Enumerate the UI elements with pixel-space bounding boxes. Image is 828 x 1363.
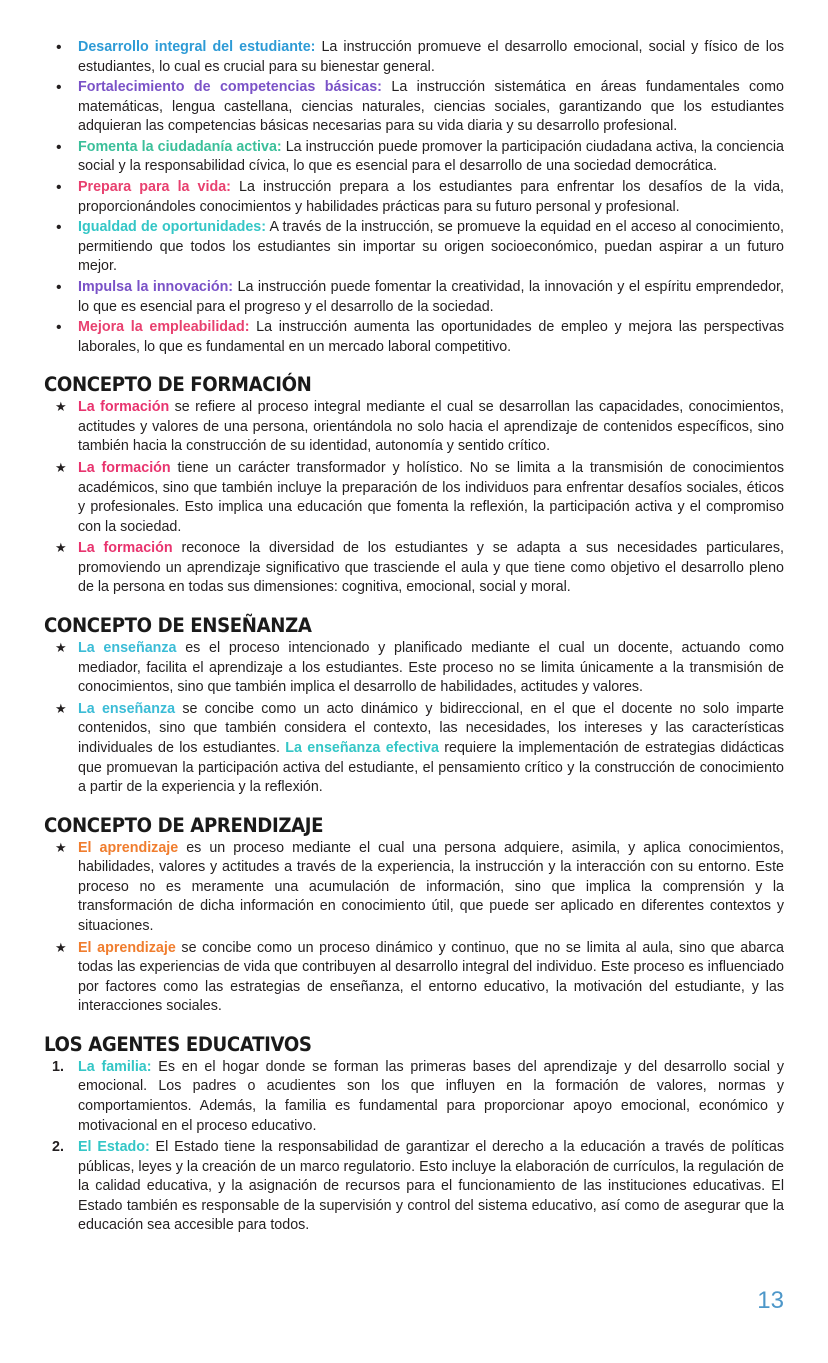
list-item	[44, 38, 784, 77]
list-item-lead: El aprendizaje	[78, 939, 176, 956]
list-item-lead: Fortalecimiento de competencias básicas:	[78, 79, 382, 96]
list-item-lead: Prepara para la vida:	[78, 179, 231, 196]
list-item-text: se refiere al proceso integral mediante el cual se desarrollan las capacidades, conocimientos, actitudes y valores de una persona, orientándola no solo hacia el aprendizaje de contenidos específicos, sino también hacia la construcción de su identidad, autonomía y sentido crítico.	[78, 399, 784, 455]
list-item-lead: La formación	[78, 459, 171, 476]
list-item-lead: El Estado:	[78, 1139, 150, 1156]
benefits-list	[44, 38, 784, 357]
section-title-agentes: LOS AGENTES EDUCATIVOS	[44, 1032, 312, 1056]
list-item-lead: La enseñanza	[78, 700, 176, 717]
section-title-ensenanza: CONCEPTO DE ENSEÑANZA	[44, 614, 312, 638]
list-item	[44, 218, 784, 277]
list-item-lead: La familia:	[78, 1058, 152, 1075]
list-item-text: se concibe como un proceso dinámico y continuo, que no se limita al aula, sino que abarca todas las experiencias de vida que contribuyen al desarrollo integral del individuo. Este proceso es influenciado por factores como las estrategias de enseñanza, el entorno educativo, la motivación del estudiante, y las interacciones sociales.	[78, 939, 784, 1015]
list-item-text: es un proceso mediante el cual una persona adquiere, asimila, y aplica conocimientos, habilidades, valores y actitudes a través de la experiencia, la instrucción y la interacción con su entorno. Este proceso no es meramente una acumulación de información, sino que implica la comprensión y la transformación de dicha información en conocimiento útil, que puede ser aplicado en diferentes contextos y situaciones.	[78, 839, 784, 934]
list-item-text-after: requiere la implementación de estrategias didácticas que promuevan la participación activa del estudiante, el pensamiento crítico y la construcción de conocimiento a partir de la experiencia y la reflexión.	[78, 739, 784, 796]
list-item-text: La instrucción prepara a los estudiantes para enfrentar los desafíos de la vida, proporcionándoles conocimientos y habilidades prácticas para su futuro personal y profesional.	[78, 179, 784, 215]
list-item	[44, 539, 784, 598]
list-item	[44, 1058, 784, 1136]
list-item-text: reconoce la diversidad de los estudiantes y se adapta a sus necesidades particulares, promoviendo un aprendizaje significativo que trasciende el aula y que tiene como objetivo el desarrollo pleno de la persona en todas sus dimensiones: cognitiva, emocional, social y moral.	[78, 540, 784, 596]
list-item-text: A través de la instrucción, se promueve la equidad en el acceso al conocimiento, permitiendo que todos los estudiantes sin importar su origen socioeconómico, puedan aspirar a un futuro mejor.	[78, 219, 784, 275]
list-item-lead: Fomenta la ciudadanía activa:	[78, 138, 282, 155]
list-item-lead: Mejora la empleabilidad:	[78, 319, 250, 336]
list-item	[44, 398, 784, 457]
list-item	[44, 178, 784, 217]
list-item-lead: La formación	[78, 540, 173, 557]
aprendizaje-list	[44, 839, 784, 1017]
list-item	[44, 278, 784, 317]
list-item	[44, 459, 784, 537]
list-item-lead: Igualdad de oportunidades:	[78, 219, 266, 236]
list-item-text: se concibe como un acto dinámico y bidireccional, en el que el docente no solo imparte contenidos, sino que también considera el contexto, las necesidades, los intereses y las características individuales de los estudiantes.	[78, 700, 784, 756]
ensenanza-list	[44, 639, 784, 798]
list-item-text: Es en el hogar donde se forman las primeras bases del aprendizaje y del desarrollo social y emocional. Los padres o acudientes son los que influyen en la formación de valores, normas y comportamientos. Además, la familia es fundamental para proporcionar apoyo emocional, económico y motivacional en el proceso educativo.	[78, 1058, 784, 1134]
list-item	[44, 138, 784, 177]
list-item-text: La instrucción puede fomentar la creatividad, la innovación y el espíritu emprendedor, lo que es esencial para el progreso y el desarrollo de la sociedad.	[78, 278, 784, 315]
inline-highlight: La enseñanza efectiva	[285, 739, 439, 756]
list-item-lead: La formación	[78, 399, 170, 416]
list-item-lead: La enseñanza	[78, 640, 177, 657]
list-item	[44, 939, 784, 1017]
list-item	[44, 839, 784, 937]
list-item-lead: Desarrollo integral del estudiante:	[78, 39, 316, 55]
section-title-aprendizaje: CONCEPTO DE APRENDIZAJE	[44, 813, 324, 837]
agentes-list	[44, 1058, 784, 1236]
list-item-lead: Impulsa la innovación:	[78, 278, 234, 295]
list-item	[44, 78, 784, 137]
list-item	[44, 639, 784, 698]
list-item-text: La instrucción promueve el desarrollo emocional, social y físico de los estudiantes, lo cual es crucial para su bienestar general.	[78, 39, 784, 75]
list-item-text: La instrucción sistemática en áreas fundamentales como matemáticas, lengua castellana, ciencias naturales, ciencias sociales, garantizando que los estudiantes adquieran las competencias básicas necesarias para su vida diaria y su desarrollo profesional.	[78, 79, 784, 135]
formacion-list	[44, 398, 784, 598]
section-title-formacion: CONCEPTO DE FORMACIÓN	[44, 373, 312, 397]
list-item	[44, 1138, 784, 1236]
list-item-text: es el proceso intencionado y planificado mediante el cual un docente, actuando como mediador, facilita el aprendizaje a los estudiantes. Este proceso no se limita únicamente a la transmisión de conocimientos, sino que también implica el desarrollo de habilidades, actitudes y valores.	[78, 640, 784, 696]
list-item-text: El Estado tiene la responsabilidad de garantizar el derecho a la educación a través de políticas públicas, leyes y la creación de un marco regulatorio. Esto incluye la elaboración de currículos, la regulación de la calidad educativa, y la asignación de recursos para el funcionamiento de las instituciones educativas. El Estado también es responsable de la supervisión y control del sistema educativo, así como de asegurar que la educación sea accesible para todos.	[78, 1139, 784, 1234]
list-item	[44, 700, 784, 798]
list-item-text: La instrucción puede promover la participación ciudadana activa, la conciencia social y la responsabilidad cívica, lo que es esencial para el desarrollo de una sociedad democrática.	[78, 138, 784, 175]
list-item-text: tiene un carácter transformador y holístico. No se limita a la transmisión de conocimientos académicos, sino que también incluye la preparación de los individuos para enfrentar desafíos sociales, éticos y profesionales. Esto implica una educación que fomenta la reflexión, la participación activa y el compromiso con la sociedad.	[78, 459, 784, 535]
list-item	[44, 318, 784, 357]
page-number: 13	[757, 1287, 784, 1314]
list-item-lead: El aprendizaje	[78, 839, 179, 856]
list-item-text: La instrucción aumenta las oportunidades de empleo y mejora las perspectivas laborales, lo que es fundamental en un mercado laboral competitivo.	[78, 319, 784, 355]
